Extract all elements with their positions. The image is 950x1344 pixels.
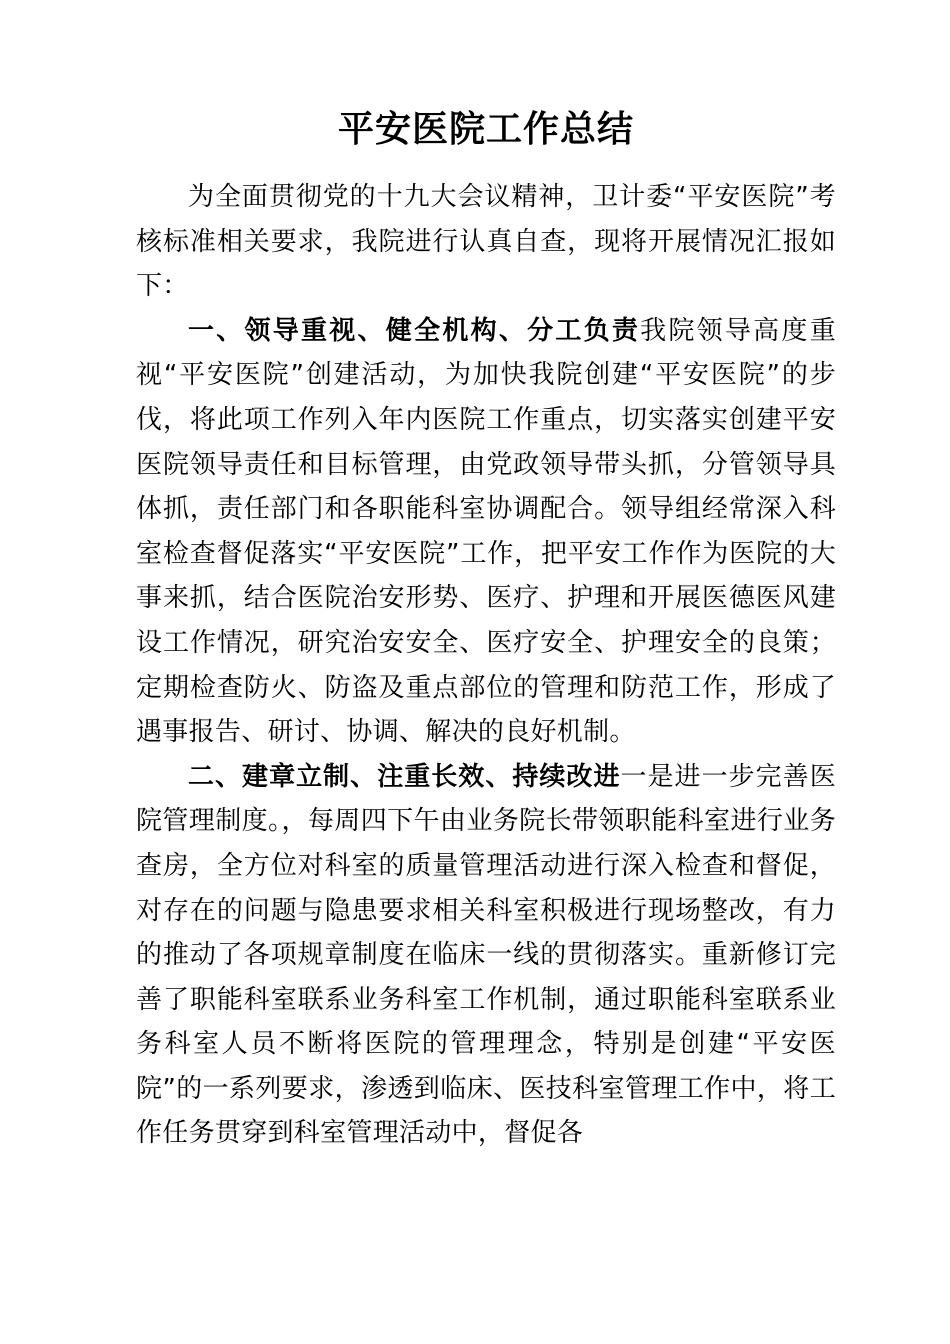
- section-1-paragraph: [136, 309, 836, 755]
- section-2-paragraph: [136, 755, 836, 1156]
- section-2-heading: 二、建章立制、注重长效、持续改进: [188, 761, 621, 792]
- section-1-heading: 一、领导重视、健全机构、分工负责: [188, 315, 641, 346]
- document-page: [136, 100, 836, 1156]
- document-title: 平安医院工作总结: [337, 109, 634, 150]
- section-1-body: 我院领导高度重视“平安医院”创建活动，为加快我院创建“平安医院”的步伐，将此项工作列入年内医院工作重点，切实落实创建平安医院领导责任和目标管理，由党政领导带头抓，分管领导具体抓，责任部门和各职能科室协调配合。领导组经常深入科室检查督促落实“平安医院”工作，把平安工作作为医院的大事来抓，结合医院治安形势、医疗、护理和开展医德医风建设工作情况，研究治安安全、医疗安全、护理安全的良策；定期检查防火、防盗及重点部位的管理和防范工作，形成了遇事报告、研讨、协调、解决的良好机制。: [136, 315, 836, 748]
- section-2-body: 一是进一步完善医院管理制度。，每周四下午由业务院长带领职能科室进行业务查房，全方位对科室的质量管理活动进行深入检查和督促，对存在的问题与隐患要求相关科室积极进行现场整改，有力的推动了各项规章制度在临床一线的贯彻落实。重新修订完善了职能科室联系业务科室工作机制，通过职能科室联系业务科室人员不断将医院的管理理念，特别是创建“平安医院”的一系列要求，渗透到临床、医技科室管理工作中，将工作任务贯穿到科室管理活动中，督促各: [136, 761, 836, 1149]
- intro-paragraph: 为全面贯彻党的十九大会议精神，卫计委“平安医院”考核标准相关要求，我院进行认真自查，现将开展情况汇报如下：: [136, 182, 836, 302]
